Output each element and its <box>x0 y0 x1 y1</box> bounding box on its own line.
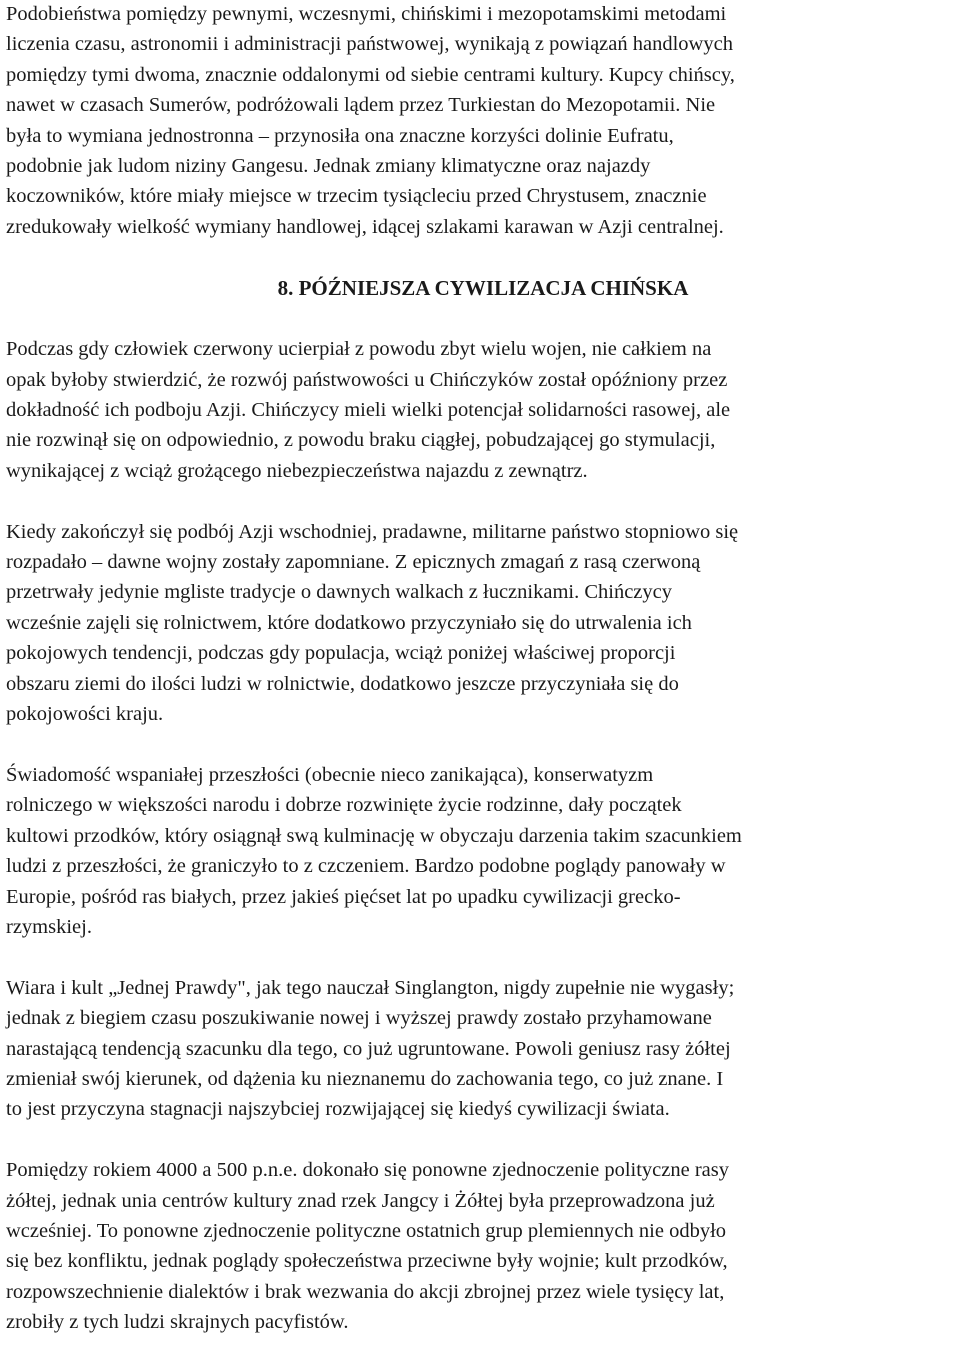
text-line: wcześniej. To ponowne zjednoczenie polityczne ostatnich grup plemiennych nie odbyło <box>6 1219 727 1242</box>
text-line: zmieniał swój kierunek, od dążenia ku nieznanemu do zachowania tego, co już znane. I <box>6 1067 724 1090</box>
paragraph <box>6 973 956 1125</box>
paragraph <box>6 334 956 486</box>
section-heading: 8. PÓŹNIEJSZA CYWILIZACJA CHIŃSKA <box>277 276 689 301</box>
text-line: ludzi z przeszłości, że graniczyło to z czczeniem. Bardzo podobne poglądy panowały w <box>6 855 726 878</box>
text-line: kultowi przodków, który osiągnął swą kulminację w obyczaju darzenia takim szacunkiem <box>6 824 742 847</box>
text-line: się bez konfliktu, jednak poglądy społeczeństwa przeciwne były wojnie; kult przodków, <box>6 1250 728 1273</box>
text-line: rozpadało – dawne wojny zostały zapomniane. Z epicznych zmagań z rasą czerwoną <box>6 551 701 574</box>
text-line: żółtej, jednak unia centrów kultury znad rzek Jangcy i Żółtej była przeprowadzona już <box>6 1189 715 1212</box>
text-line: pomiędzy tymi dwoma, znacznie oddalonymi od siebie centrami kultury. Kupcy chińscy, <box>6 63 735 86</box>
text-line: Kiedy zakończył się podbój Azji wschodniej, pradawne, militarne państwo stopniowo się <box>6 520 739 543</box>
text-line: rzymskiej. <box>6 915 92 938</box>
text-line: Świadomość wspaniałej przeszłości (obecnie nieco zanikająca), konserwatyzm <box>6 763 654 786</box>
text-line: liczenia czasu, astronomii i administracji państwowej, wynikają z powiązań handlowych <box>6 33 733 56</box>
text-line: pokojowych tendencji, podczas gdy populacja, wciąż poniżej właściwej proporcji <box>6 642 676 665</box>
text-line: Wiara i kult „Jednej Prawdy", jak tego nauczał Singlangton, nigdy zupełnie nie wygasły; <box>6 976 735 999</box>
text-line: była to wymiana jednostronna – przynosiła ona znaczne korzyści dolinie Eufratu, <box>6 124 674 147</box>
text-line: zrobiły z tych ludzi skrajnych pacyfistów. <box>6 1311 349 1334</box>
paragraph <box>6 1155 956 1337</box>
text-line: opak byłoby stwierdzić, że rozwój państwowości u Chińczyków został opóźniony przez <box>6 368 728 391</box>
text-line: Podczas gdy człowiek czerwony ucierpiał z powodu zbyt wielu wojen, nie całkiem na <box>6 338 712 361</box>
text-line: pokojowości kraju. <box>6 703 164 726</box>
text-line: wynikającej z wciąż grożącego niebezpieczeństwa najazdu z zewnątrz. <box>6 459 588 482</box>
text-line: rolniczego w większości narodu i dobrze rozwinięte życie rodzinne, dały początek <box>6 794 682 817</box>
text-line: zredukowały wielkość wymiany handlowej, idącej szlakami karawan w Azji centralnej. <box>6 215 724 238</box>
spacer <box>6 1125 956 1155</box>
paragraph <box>6 760 956 942</box>
intro-paragraph <box>6 0 956 242</box>
text-line: przetrwały jedynie mgliste tradycje o dawnych walkach z łucznikami. Chińczycy <box>6 581 672 604</box>
text-line: Pomiędzy rokiem 4000 a 500 p.n.e. dokonało się ponowne zjednoczenie polityczne rasy <box>6 1159 729 1182</box>
text-line: obszaru ziemi do ilości ludzi w rolnictwie, dodatkowo jeszcze przyczyniała się do <box>6 672 679 695</box>
text-line: wcześnie zajęli się rolnictwem, które dodatkowo przyczyniało się do utrwalenia ich <box>6 611 692 634</box>
paragraph <box>6 517 956 730</box>
text-line: nawet w czasach Sumerów, podróżowali lądem przez Turkiestan do Mezopotamii. Nie <box>6 94 716 117</box>
text-line: rozpowszechnienie dialektów i brak wezwania do akcji zbrojnej przez wiele tysięcy lat, <box>6 1280 725 1303</box>
spacer <box>6 242 956 268</box>
text-line: Europie, pośród ras białych, przez jakieś pięćset lat po upadku cywilizacji grecko- <box>6 885 681 908</box>
text-line: dokładność ich podboju Azji. Chińczycy mieli wielki potencjał solidarności rasowej, ale <box>6 399 731 422</box>
text-line: to jest przyczyna stagnacji najszybciej rozwijającej się kiedyś cywilizacji świata. <box>6 1098 670 1121</box>
text-line: koczowników, które miały miejsce w trzecim tysiącleciu przed Chrystusem, znacznie <box>6 185 707 208</box>
spacer <box>6 308 956 334</box>
text-line: nie rozwinął się on odpowiednio, z powodu braku ciągłej, pobudzającej go stymulacji, <box>6 429 716 452</box>
text-line: podobnie jak ludom niziny Gangesu. Jednak zmiany klimatyczne oraz najazdy <box>6 155 651 178</box>
text-line: Podobieństwa pomiędzy pewnymi, wczesnymi, chińskimi i mezopotamskimi metodami <box>6 3 727 25</box>
spacer <box>6 942 956 972</box>
spacer <box>6 730 956 760</box>
text-line: narastającą tendencją szacunku dla tego, co już ugruntowane. Powoli geniusz rasy żółtej <box>6 1037 731 1060</box>
spacer <box>6 486 956 516</box>
text-line: jednak z biegiem czasu poszukiwanie nowej i wyższej prawdy zostało przyhamowane <box>6 1007 712 1030</box>
